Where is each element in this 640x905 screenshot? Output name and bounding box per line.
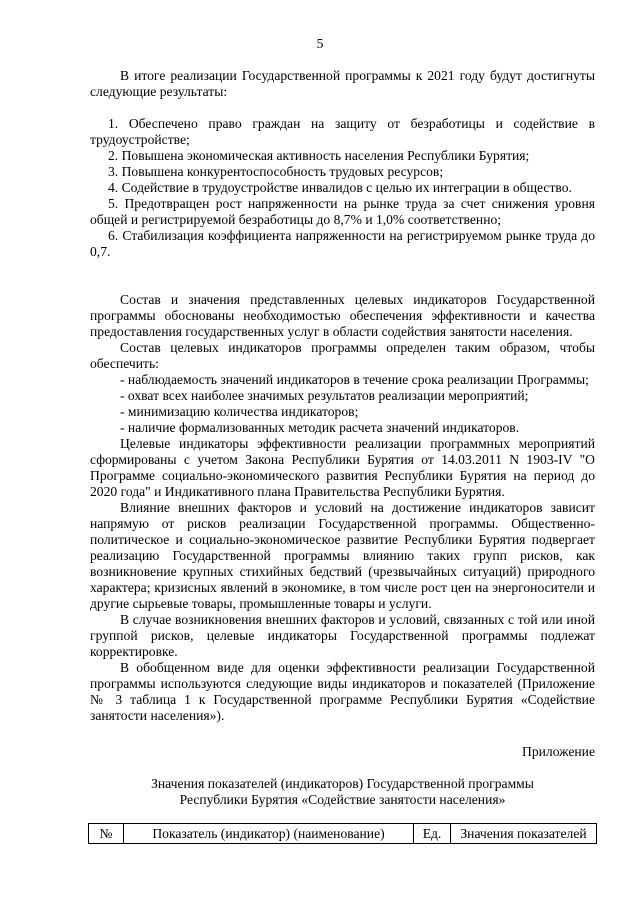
list-item: - наличие формализованных методик расчета значений индикаторов.	[120, 420, 520, 435]
list-item: - минимизацию количества индикаторов;	[120, 404, 359, 419]
results-list	[90, 116, 595, 260]
list-item: 1. Обеспечено право граждан на защиту от безработицы и содействие в трудоустройстве;	[90, 116, 595, 147]
indicators-table	[88, 823, 597, 844]
paragraph: Состав и значения представленных целевых индикаторов Государственной программы обоснованы необходимостью обеспечения эффективности и качества предоставления государственных услуг в области содействия занятости населения.	[90, 292, 595, 339]
paragraph: В случае возникновения внешних факторов и условий, связанных с той или иной группой рисков, целевые индикаторы Государственной программы подлежат корректировке.	[90, 612, 595, 659]
paragraph: Влияние внешних факторов и условий на достижение индикаторов зависит напрямую от рисков реализации Государственной программы. Общественно-политическое и социально-экономическое развитие Республики Бурятия подвергает реализацию Государственной программы влиянию таких групп рисков, как возникновение крупных стихийных бедствий (чрезвычайных ситуаций) природного характера; кризисных явлений в экономике, в том числе рост цен на энергоносители и другие сырьевые товары, промышленные товары и услуги.	[90, 500, 595, 611]
list-item: 5. Предотвращен рост напряженности на рынке труда за счет снижения уровня общей и регистрируемой безработицы до 8,7% и 1,0% соответственно;	[90, 196, 595, 227]
paragraph: Целевые индикаторы эффективности реализации программных мероприятий сформированы с учетом Закона Республики Бурятия от 14.03.2011 N 1903-IV "О Программе социально-экономического развития Республики Бурятия на период до 2020 года" и Индикативного плана Правительства Республики Бурятия.	[90, 436, 595, 499]
list-item: 4. Содействие в трудоустройстве инвалидов с целью их интеграции в общество.	[108, 180, 572, 195]
list-item: 2. Повышена экономическая активность населения Республики Бурятия;	[108, 148, 530, 163]
page-number: 5	[316, 36, 324, 51]
header-cell-values: Значения показателей	[451, 824, 597, 844]
header-cell-indicator: Показатель (индикатор) (наименование)	[124, 824, 414, 844]
body-text	[90, 68, 595, 724]
list-item: - охват всех наиболее значимых результатов реализации мероприятий;	[120, 388, 529, 403]
intro-paragraph: В итоге реализации Государственной программы к 2021 году будут достигнуты следующие результаты:	[90, 68, 595, 99]
table-title-line-2: Республики Бурятия «Содействие занятости населения»	[179, 792, 506, 807]
paragraph: В обобщенном виде для оценки эффективности реализации Государственной программы используются следующие виды индикаторов и показателей (Приложение № 3 таблица 1 к Государственной программе Республики Бурятия «Содействие занятости населения»).	[90, 660, 595, 723]
table-title-line-1: Значения показателей (индикаторов) Государственной программы	[151, 776, 534, 791]
header-cell-number: №	[89, 824, 124, 844]
table-header-row	[89, 824, 597, 844]
list-item: 6. Стабилизация коэффициента напряженности на регистрируемом рынке труда до 0,7.	[90, 228, 595, 259]
list-item: 3. Повышена конкурентоспособность трудовых ресурсов;	[108, 164, 444, 179]
table-title	[90, 776, 595, 808]
list-item: - наблюдаемость значений индикаторов в течение срока реализации Программы;	[120, 372, 589, 387]
paragraph: Состав целевых индикаторов программы определен таким образом, чтобы обеспечить:	[90, 340, 595, 371]
appendix-label: Приложение	[522, 744, 595, 759]
indicator-requirements-list	[90, 372, 595, 436]
header-cell-unit: Ед.	[414, 824, 451, 844]
